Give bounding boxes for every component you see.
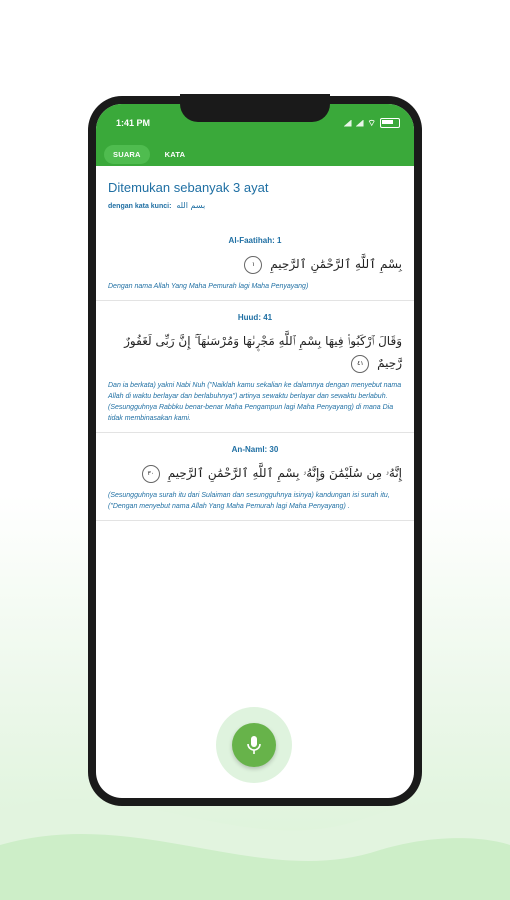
keyword-value: بسم الله <box>176 201 206 210</box>
status-time: 1:41 PM <box>116 118 151 128</box>
arabic-text: وَقَالَ ٱرْكَبُوا۟ فِيهَا بِسْمِ ٱللَّهِ مَجْر۪ىٰهَا وَمُرْسَىٰهَآ ۚ إِنَّ رَبِّى لَغَفُورٌ رَّحِيمٌ <box>124 334 402 370</box>
ayah-number-icon: ٣٠ <box>142 465 160 483</box>
results-content <box>96 166 414 521</box>
signal-icon <box>344 120 352 127</box>
tab-suara[interactable]: SUARA <box>104 145 150 164</box>
translation-text: Dengan nama Allah Yang Maha Pemurah lagi Maha Penyayang) <box>108 283 309 290</box>
verse-reference: Huud: 41 <box>237 313 273 322</box>
search-keyword <box>108 201 402 210</box>
arabic-verse <box>108 253 402 275</box>
app-screen <box>96 104 414 798</box>
verse-reference: An-Naml: 30 <box>231 445 279 454</box>
result-card[interactable] <box>96 301 414 433</box>
verse-reference: Al-Faatihah: 1 <box>228 236 282 245</box>
arabic-verse <box>108 330 402 374</box>
translation-text: (Sesungguhnya surah itu dari Sulaiman dan sesungguhnya isinya) kandungan isi surah itu, ("Dengan menyebut nama Allah Yang Maha Pemurah lagi Maha Penyayang) . <box>108 492 390 510</box>
result-count: Ditemukan sebanyak 3 ayat <box>108 180 269 195</box>
phone-notch <box>180 94 330 122</box>
result-card[interactable] <box>96 433 414 521</box>
ayah-number-icon: ١ <box>244 256 262 274</box>
arabic-text: إِنَّهُۥ مِن سُلَيْمَٰنَ وَإِنَّهُۥ بِسْمِ ٱللَّهِ ٱلرَّحْمَٰنِ ٱلرَّحِيمِ <box>167 466 402 480</box>
tab-bar <box>104 145 194 164</box>
result-card[interactable] <box>96 224 414 301</box>
arabic-text: بِسْمِ ٱللَّهِ ٱلرَّحْمَٰنِ ٱلرَّحِيمِ <box>270 257 402 271</box>
status-icons <box>344 118 400 128</box>
tab-kata[interactable]: KATA <box>164 150 186 159</box>
wifi-icon: ⌔ <box>367 117 376 128</box>
arabic-verse <box>108 462 402 484</box>
mic-button[interactable] <box>232 723 276 767</box>
translation-text: Dan ia berkata) yakni Nabi Nuh ("Naiklah kamu sekalian ke dalamnya dengan menyebut nama Allah di waktu berlayar dan berlabuhnya") artinya sewaktu berlayar dan sewaktu berlabuh. (Sesungguhnya Rabbku benar-benar Maha Pengampun lagi Maha Penyayang) di mana Dia tidak membinasakan kami. <box>108 382 402 422</box>
ayah-number-icon: ٤١ <box>351 355 369 373</box>
microphone-icon <box>246 735 262 755</box>
phone-frame <box>88 96 422 806</box>
signal-icon-2 <box>356 120 364 127</box>
battery-icon <box>380 118 400 128</box>
keyword-prefix: dengan kata kunci: <box>108 203 172 210</box>
